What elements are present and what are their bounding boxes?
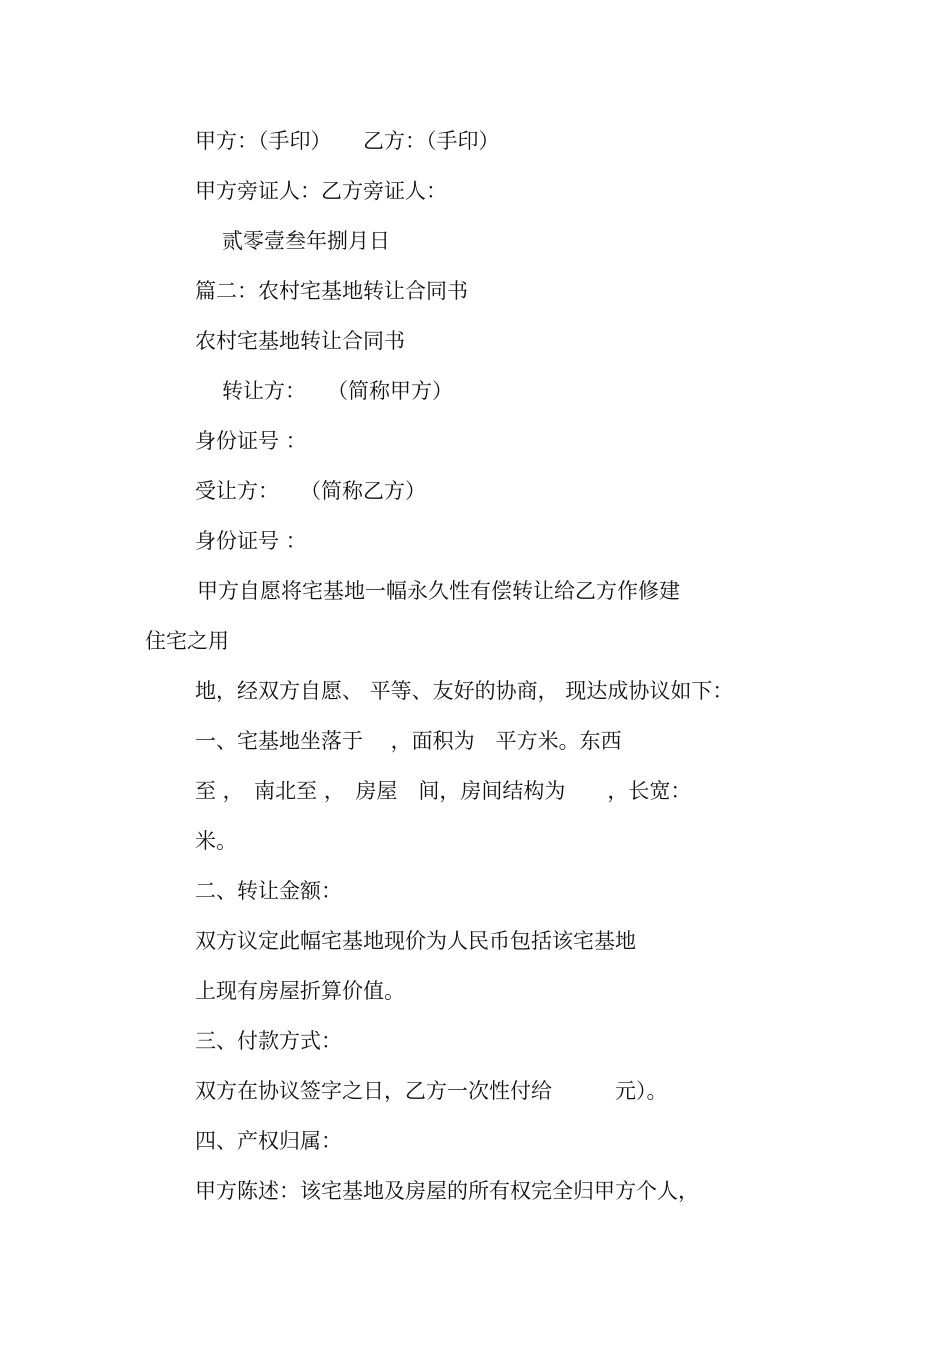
clause-two-line: 上现有房屋折算价值。	[195, 979, 405, 1003]
clause-four-heading: 四、产权归属：	[195, 1129, 342, 1153]
transferor-id-line: 身份证号 ：	[195, 429, 307, 453]
clause-four-line: 甲方陈述：该宅基地及房屋的所有权完全归甲方个人，	[195, 1179, 699, 1203]
signature-line: 甲方：（手印） 乙方：（手印）	[195, 129, 500, 153]
clause-three-line: 双方在协议签字之日，乙方一次性付给 元）。	[195, 1079, 668, 1103]
clause-two-line: 双方议定此幅宅基地现价为人民币包括该宅基地	[195, 929, 636, 953]
paragraph-line: 地，经双方自愿、 平等、友好的协商， 现达成协议如下：	[195, 679, 734, 703]
witness-line: 甲方旁证人：乙方旁证人：	[195, 179, 447, 203]
contract-title: 农村宅基地转让合同书	[195, 329, 405, 353]
clause-two-heading: 二、转让金额：	[195, 879, 342, 903]
date-line: 贰零壹叁年捌月日	[222, 229, 390, 253]
clause-one-line: 至 ， 南北至 ， 房屋 间，房间结构为 ，长宽：	[195, 779, 692, 803]
clause-one-line: 一、宅基地坐落于 ，面积为 平方米。东西	[195, 729, 622, 753]
section-heading: 篇二：农村宅基地转让合同书	[195, 279, 468, 303]
paragraph-line: 甲方自愿将宅基地一幅永久性有偿转让给乙方作修建	[197, 579, 680, 603]
clause-one-line: 米。	[195, 829, 237, 853]
transferor-line: 转让方： （简称甲方）	[222, 379, 453, 403]
paragraph-line: 住宅之用	[145, 629, 229, 653]
transferee-id-line: 身份证号 ：	[195, 529, 307, 553]
clause-three-heading: 三、付款方式：	[195, 1029, 342, 1053]
transferee-line: 受让方： （简称乙方）	[195, 479, 426, 503]
